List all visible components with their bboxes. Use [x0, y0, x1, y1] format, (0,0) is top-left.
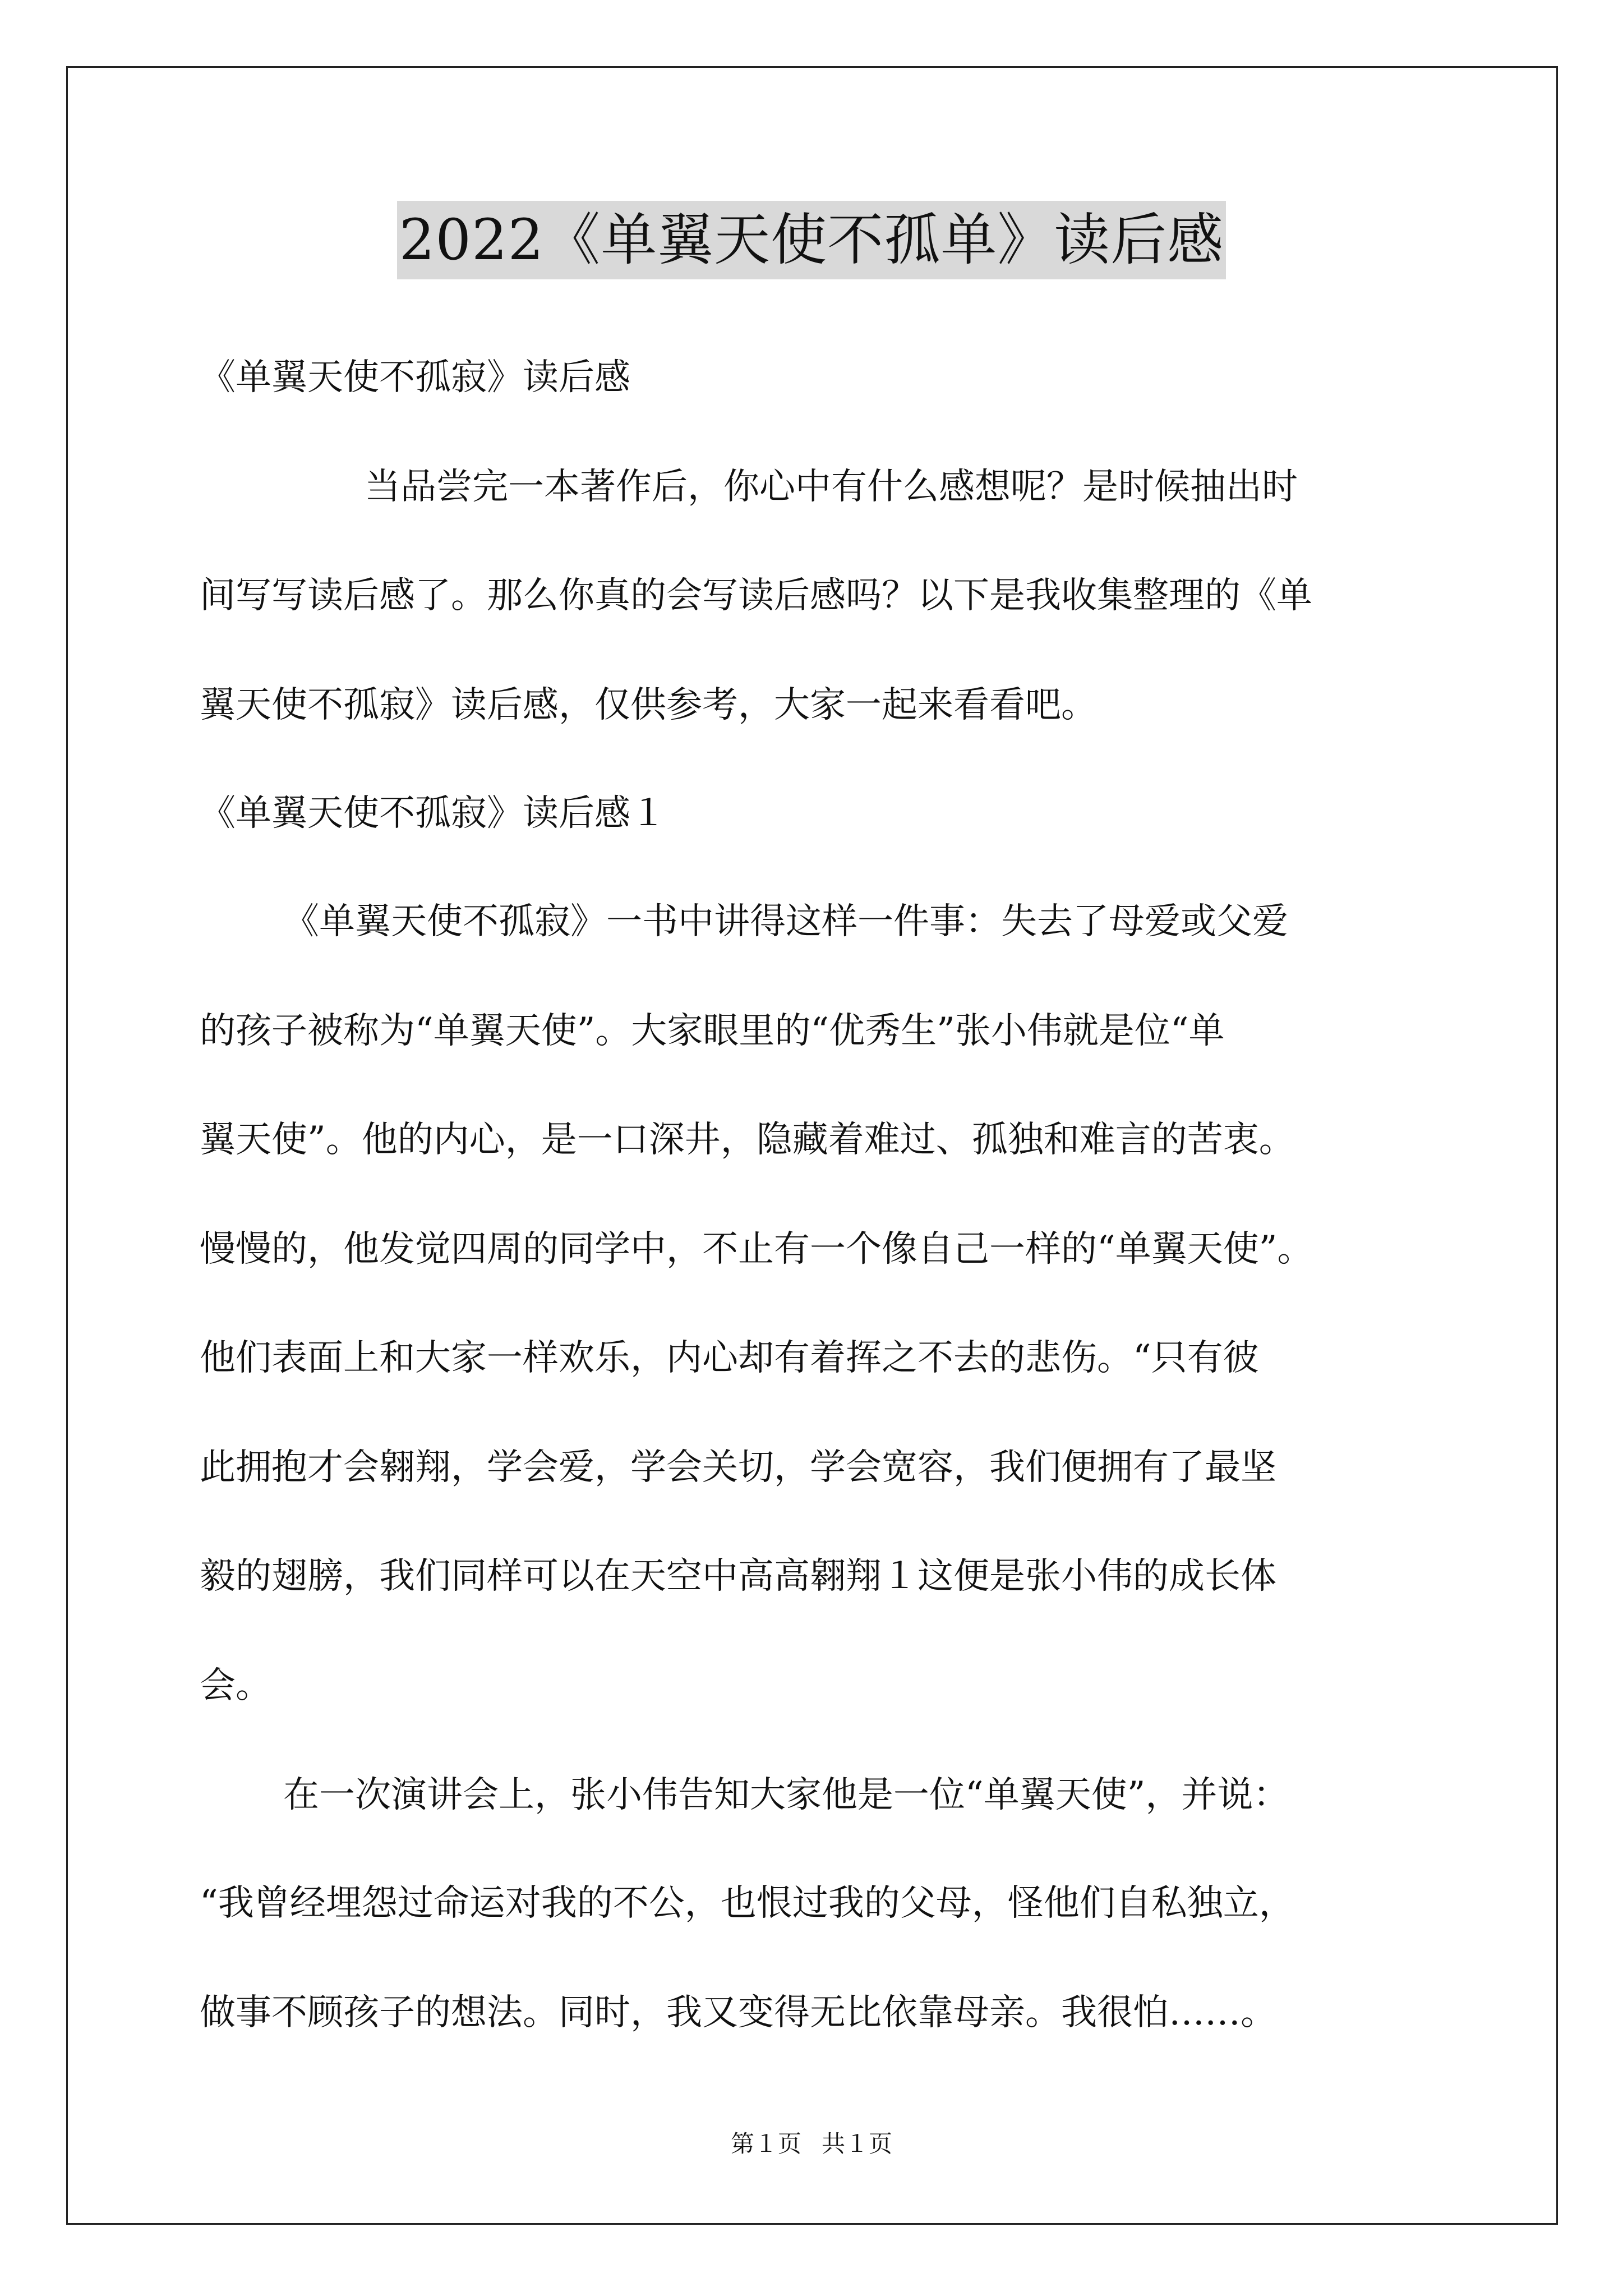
paragraph-line: 《单翼天使不孤寂》一书中讲得这样一件事：失去了母爱或父爱	[283, 901, 1288, 942]
document-title: 2022《单翼天使不孤单》读后感	[397, 201, 1227, 279]
title-container	[0, 201, 1623, 279]
paragraph-line: “我曾经埋怨过命运对我的不公，也恨过我的父母，怪他们自私独立，	[200, 1883, 1295, 1924]
page-number: 第１页	[730, 2130, 801, 2157]
paragraph-line: 慢慢的，他发觉四周的同学中，不止有一个像自己一样的“单翼天使”。	[200, 1228, 1313, 1270]
page-footer	[0, 2127, 1623, 2161]
section-heading: 《单翼天使不孤寂》读后感	[200, 357, 630, 398]
paragraph-line: 他们表面上和大家一样欢乐，内心却有着挥之不去的悲伤。“只有彼	[200, 1337, 1259, 1379]
paragraph-line: 当品尝完一本著作后，你心中有什么感想呢？是时候抽出时	[365, 466, 1298, 508]
paragraph-line: 间写写读后感了。那么你真的会写读后感吗？以下是我收集整理的《单	[200, 575, 1312, 616]
paragraph-line: 做事不顾孩子的想法。同时，我又变得无比依靠母亲。我很怕……。	[200, 1992, 1276, 2033]
paragraph-line: 此拥抱才会翱翔，学会爱，学会关切，学会宽容，我们便拥有了最坚	[200, 1447, 1276, 1488]
paragraph-line: 在一次演讲会上，张小伟告知大家他是一位“单翼天使”，并说：	[283, 1774, 1289, 1816]
page-total: 共１页	[822, 2130, 893, 2157]
section-heading: 《单翼天使不孤寂》读后感１	[200, 793, 666, 834]
paragraph-line: 的孩子被称为“单翼天使”。大家眼里的“优秀生”张小伟就是位“单	[200, 1010, 1225, 1052]
paragraph-line: 毅的翅膀，我们同样可以在天空中高高翱翔１这便是张小伟的成长体	[200, 1556, 1276, 1597]
paragraph-line: 翼天使”。他的内心，是一口深井，隐藏着难过、孤独和难言的苦衷。	[200, 1119, 1295, 1161]
paragraph-line: 翼天使不孤寂》读后感，仅供参考，大家一起来看看吧。	[200, 684, 1097, 726]
paragraph-line: 会。	[200, 1665, 271, 1706]
